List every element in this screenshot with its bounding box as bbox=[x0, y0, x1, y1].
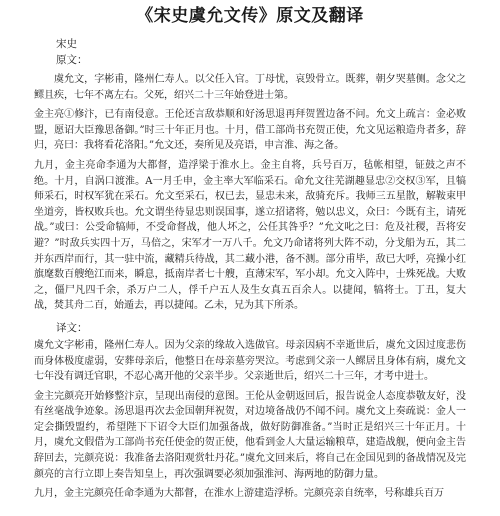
original-paragraph-3: 九月，金主亮命李通为大都督，造浮梁于淮水上。金主自将，兵号百万，毡帐相望，钲鼓之声不绝。十月，自涡口渡淮。A一月壬申，金主率大军临采石。命允文往芜湖趣显忠②交权③军，且犒师采石，时权军犹在采石。允文至采石，权已去，显忠未来，敌骑充斥。我师三五星散，解鞍束甲坐道旁，皆权败兵也。允文谓坐待显忠则误国事，遂立招诸将，勉以忠义，众曰：今既有主，请死战。”或曰：公受命犒师，不受命督战，他人坏之，公任其咎乎？”允文叱之曰：危及社稷，吾将安避？”时敌兵实四十万，马倍之，宋军才一万八千。允文乃命诸将列大阵不动，分戈船为五，其二并东西岸而行，其一驻中流，藏精兵待战，其二藏小港，备不测。部分甫毕，敌已大呼，亮操小红旗麾数百艘绝江而来，瞬息，抵南岸者七十艘，直薄宋军，军小却。允文入阵中，士殊死战。大败之，僵尸凡四千余，杀万户二人，俘千户五人及生女真五百余人。以捷闻，犒将士。丁丑，复大战，焚其舟二百，始遁去，再以捷闻。乙未，兄为其下所杀。 bbox=[34, 159, 466, 312]
original-label: 原文： bbox=[56, 54, 88, 66]
document-title: 《宋史虞允文传》原文及翻译 bbox=[136, 6, 364, 26]
original-paragraph-2: 金主亮①修汴，已有南侵意。王伦还言敌恭顺和好汤思退再拜贺置边备不问。允文上疏言：金必败盟，愿诏大臣豫思备御。”时三十年正月也。十月，借工部尚书充贺正使，允文见运粮造舟者多，辞归，亮曰：我将看花洛阳。”允文还，奏所见及亮语，申言淮、海之备。 bbox=[34, 109, 466, 152]
translation-paragraph-1: 虞允文字彬甫，隆州仁寿人。因为父亲的缘故入选做官。母亲因病不幸逝世后，虞允文因过度悲伤而身体极度虚弱，安葬母亲后，他整日在母亲墓旁哭泣。考虑到父亲一人鳏居且身体有病，虞允文七年没有调迁官职，不忍心离开他的父亲半步。父亲逝世后，绍兴二十三年，才考中进士。 bbox=[34, 339, 466, 383]
original-paragraph-1: 虞允文，字彬甫，隆州仁寿人。以父任入官。丁母忧，哀毁骨立。既葬，朝夕哭墓侧。念父之鳏且疾，七年不离左右。父死，绍兴二十三年始登进士第。 bbox=[34, 74, 466, 101]
translation-paragraph-3: 九月，金主完颜亮任命李通为大都督，在淮水上游建造浮桥。完颜亮亲自统率，号称雄兵百万 bbox=[34, 488, 444, 500]
source-label: 宋史 bbox=[56, 38, 77, 50]
translation-label: 译文： bbox=[56, 321, 88, 334]
translation-paragraph-2: 金主完颜亮开始修整汴京，呈现出南侵的意图。王伦从金朝返回后，报告说金人态度恭敬友好，没有丝毫战争迹象。汤思退再次去金国朝拜祝贺，对边境备战仍不闻不问。虞允文上奏疏说：金人一定会撕毁盟约，希望陛下下诏令大臣们加强备战，做好防御准备。”当时正是绍兴三十年正月。十月，虞允文假借为工部尚书充任使金的贺正使，他看到金人大量运输粮草，建造战舰，便向金主告辞回去，完颜亮说：我准备去洛阳观赏牡丹花。”虞允文回来后，将自己在金国见到的备战情况及完颜亮的言行立即上奏告知皇上，再次强调要必须加强淮河、海两地的防御力量。 bbox=[34, 390, 466, 480]
